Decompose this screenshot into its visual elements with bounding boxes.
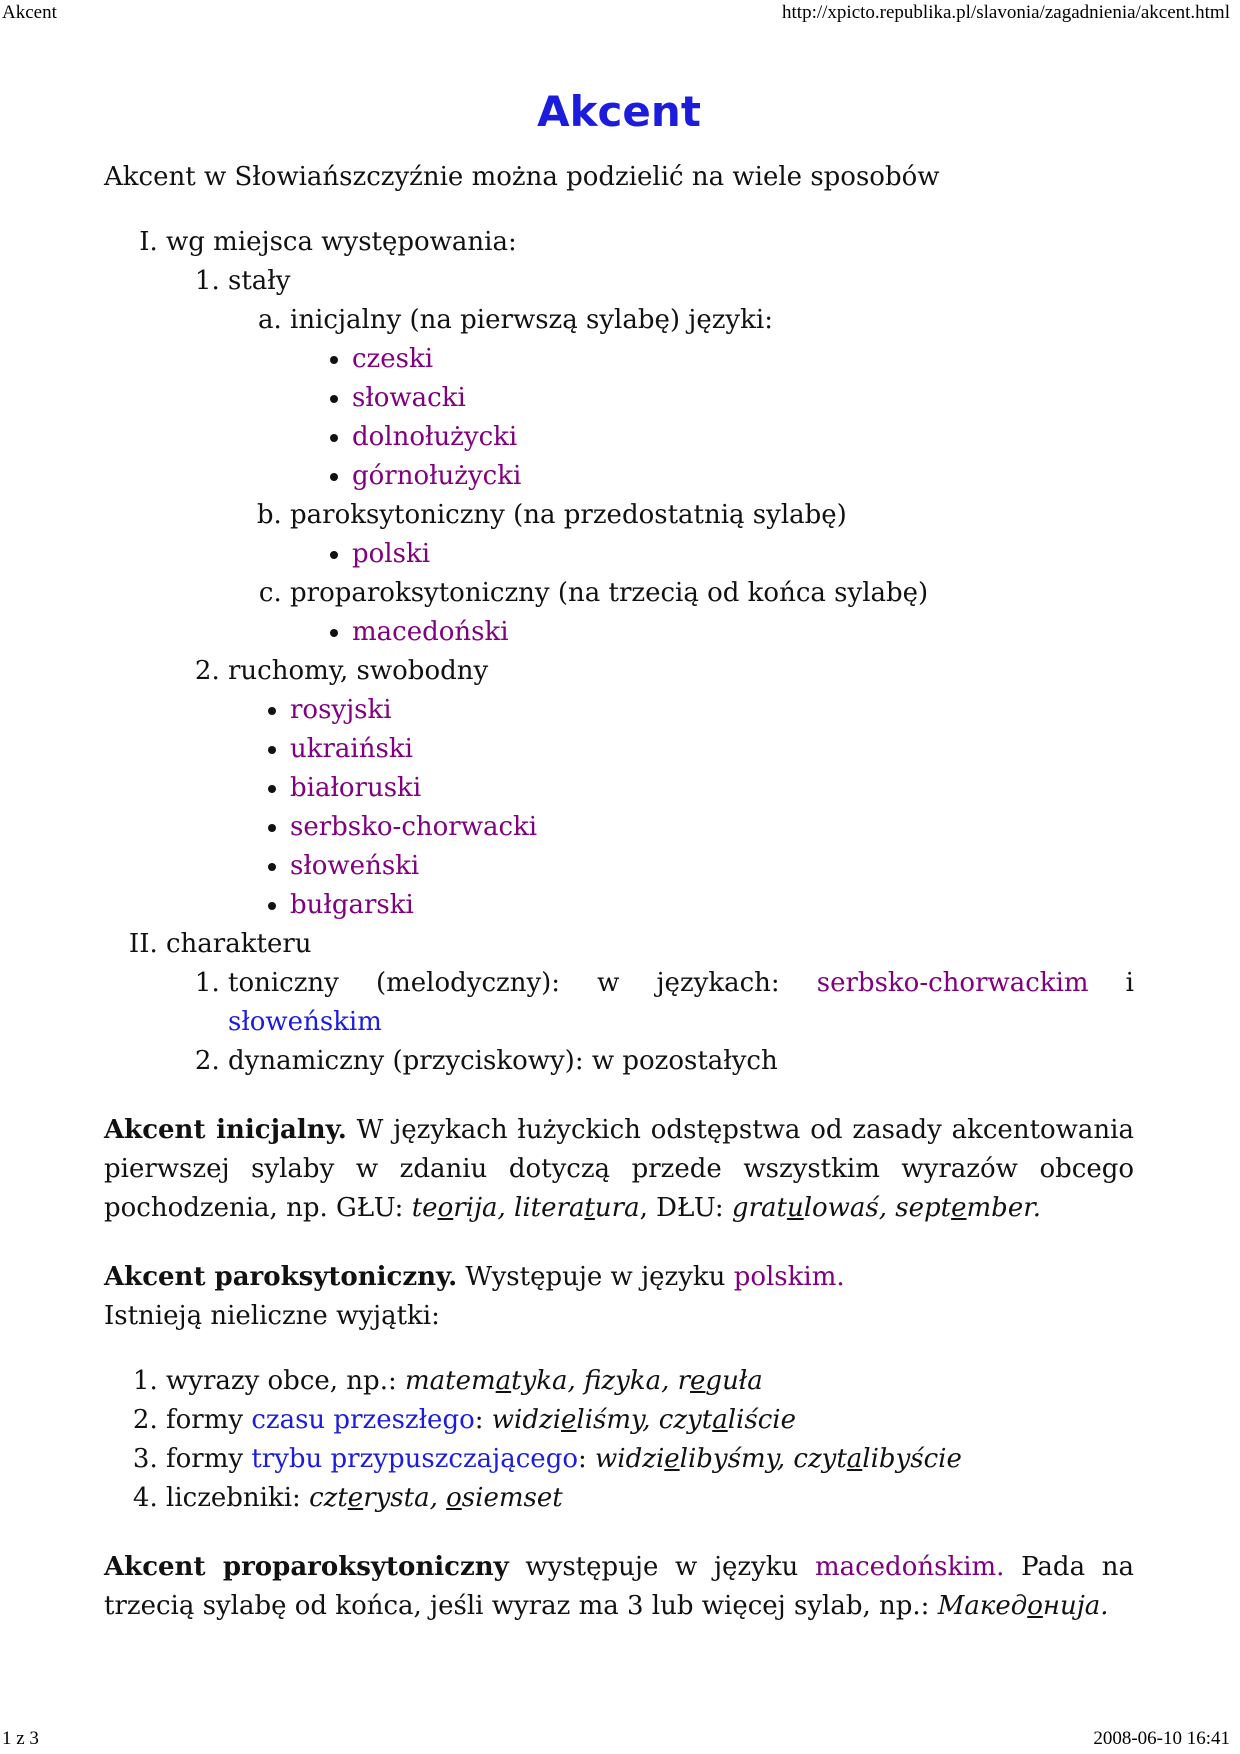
paragraph-heading: Akcent inicjalny. — [104, 1115, 347, 1145]
list-item-ruchomy — [228, 652, 1134, 925]
list-item — [290, 730, 1134, 769]
list-item-toniczny — [228, 964, 1134, 1042]
list-item-staly — [228, 262, 1134, 652]
list-item — [352, 418, 1134, 457]
outline-item-character — [166, 925, 1134, 1081]
word: (melodyczny): — [375, 968, 561, 998]
list-item-proparoksytoniczny — [290, 574, 1134, 652]
document-body — [104, 84, 1134, 1626]
list-item — [352, 535, 1134, 574]
list-item: 1. wyrazy obce, np.: matematyka, fzyka, reguła — [166, 1362, 1134, 1401]
language-link-rosyjski[interactable]: rosyjski — [290, 695, 392, 725]
paragraph-heading: Akcent proparoksytoniczny — [104, 1552, 509, 1582]
language-link-slowacki[interactable]: słowacki — [352, 383, 466, 413]
link-czasu-przeszlego[interactable]: czasu przeszłego — [251, 1405, 475, 1435]
page-title: Akcent — [537, 87, 701, 136]
paragraph-text: , DŁU: — [639, 1193, 732, 1223]
word: w — [597, 968, 620, 998]
list-item — [352, 379, 1134, 418]
example-word-makedonija: Македонија. — [937, 1591, 1109, 1621]
list-item: 4. liczebniki: czterysta, osiemset — [166, 1479, 1134, 1518]
proparoxytone-languages-list — [290, 613, 1134, 652]
language-link-czeski[interactable]: czeski — [352, 344, 434, 374]
list-item — [290, 886, 1134, 925]
language-link-bialoruski[interactable]: białoruski — [290, 773, 422, 803]
language-link-polskim[interactable]: polskim. — [733, 1262, 845, 1292]
list-item — [290, 847, 1134, 886]
language-link-gornoluzycki[interactable]: górnołużycki — [352, 461, 522, 491]
language-link-slowenskim[interactable]: słoweńskim — [228, 1007, 382, 1037]
word: 1. toniczny — [228, 968, 339, 998]
list-item-label: proparoksytoniczny (na trzecią od końca sylabę) — [290, 578, 929, 608]
list-item-label: paroksytoniczny (na przedostatnią sylabę) — [290, 500, 847, 530]
exceptions-intro: Istnieją nieliczne wyjątki: — [104, 1301, 440, 1331]
location-sublist — [166, 262, 1134, 925]
language-link-bulgarski[interactable]: bułgarski — [290, 890, 414, 920]
footer-page-number: 1 z 3 — [2, 1728, 39, 1749]
paragraph-paroxytone-accent — [104, 1258, 1134, 1297]
word: i — [1125, 968, 1134, 998]
list-item-inicjalny — [290, 301, 1134, 496]
list-item: 3. formy trybu przypuszczającego: widzielibyśmy, czytalibyście — [166, 1440, 1134, 1479]
header-page-title: Akcent — [2, 2, 57, 23]
exceptions-list — [104, 1362, 1134, 1518]
language-link-serbsko-chorwacki[interactable]: serbsko-chorwacki — [290, 812, 538, 842]
language-link-serbsko-chorwackim[interactable]: serbsko-chorwackim — [816, 968, 1089, 998]
outline-item-label: wg miejsca występowania: — [166, 227, 517, 257]
outline-item-label: charakteru — [166, 929, 312, 959]
example-words-dlu: gratulowaś, september. — [731, 1193, 1042, 1223]
outline-list — [104, 223, 1134, 1081]
intro-text: Akcent w Słowiańszczyźnie można podzielić na wiele sposobów — [104, 162, 940, 192]
list-item — [352, 457, 1134, 496]
list-item-label: stały — [228, 266, 291, 296]
paroxytone-languages-list — [290, 535, 1134, 574]
list-item-label: inicjalny (na pierwszą sylabę) języki: — [290, 305, 773, 335]
paragraph-heading: Akcent paroksytoniczny. — [104, 1262, 458, 1292]
list-item-dynamiczny — [228, 1042, 1134, 1081]
list-item — [352, 340, 1134, 379]
language-link-macedonski[interactable]: macedoński — [352, 617, 509, 647]
paragraph-initial-accent — [104, 1111, 1134, 1228]
fixed-accent-types — [228, 301, 1134, 652]
example-words-glu: teorija, literatura — [411, 1193, 640, 1223]
language-link-dolnoluzycki[interactable]: dolnołużycki — [352, 422, 518, 452]
language-link-polski[interactable]: polski — [352, 539, 431, 569]
list-item: 2. formy czasu przeszłego: widzieliśmy, czytaliście — [166, 1401, 1134, 1440]
free-accent-languages-list — [228, 691, 1134, 925]
list-item — [290, 769, 1134, 808]
list-item — [352, 613, 1134, 652]
outline-item-location — [166, 223, 1134, 925]
link-trybu-przypuszczajacego[interactable]: trybu przypuszczającego — [251, 1444, 578, 1474]
list-item — [290, 808, 1134, 847]
character-sublist — [166, 964, 1134, 1081]
initial-languages-list — [290, 340, 1134, 496]
list-item-label: dynamiczny (przyciskowy): w pozostałych — [228, 1046, 778, 1076]
language-link-macedonskim[interactable]: macedońskim. — [814, 1552, 1005, 1582]
language-link-ukrainski[interactable]: ukraiński — [290, 734, 413, 764]
word: językach: — [656, 968, 780, 998]
header-url: http://xpicto.republika.pl/slavonia/zagadnienia/akcent.html — [782, 2, 1230, 23]
list-item-paroksytoniczny — [290, 496, 1134, 574]
paragraph-text: W językach łużyckich odstępstwa od zasady akcentowania pierwszej sylaby w zdaniu dotyczą przede wszystkim wyrazów obcego pochodzenia, np. GŁU: — [104, 1115, 1134, 1223]
language-link-slowenski[interactable]: słoweński — [290, 851, 420, 881]
tonic-line — [228, 964, 1134, 1003]
list-item — [290, 691, 1134, 730]
paragraph-proparoxytone-accent: Akcent proparoksytoniczny występuje w języku macedońskim. Pada na trzecią sylabę od końca, jeśli wyraz ma 3 lub więcej sylab, np.: Македонија. — [104, 1552, 1134, 1621]
list-item-label: ruchomy, swobodny — [228, 656, 489, 686]
paragraph-text: Występuje w języku — [457, 1262, 734, 1292]
footer-timestamp: 2008-06-10 16:41 — [1093, 1728, 1230, 1749]
